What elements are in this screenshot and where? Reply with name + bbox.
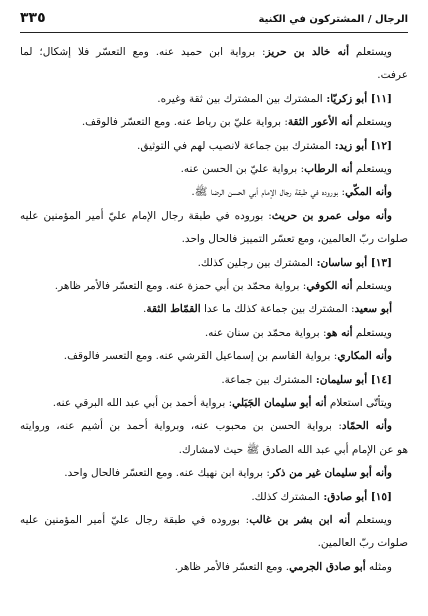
text-segment: ويتأتّى استعلام	[326, 397, 392, 409]
bold-text-segment: أنه الأعور الثقة	[287, 116, 353, 129]
text-segment: المشترك بين رجلين كذلك.	[197, 256, 313, 269]
bold-text-segment: [١٥] أبو صادق:	[319, 490, 392, 503]
bold-text-segment: وأنه المكّي	[345, 186, 392, 199]
text-segment: : بوروده في طبقة رجال عليّ أمير المؤمنين عليه	[20, 514, 250, 526]
text-segment: : المشترك بين جماعة كذلك ما عدا	[200, 303, 355, 316]
text-segment: المشترك بين جماعة.	[221, 373, 313, 386]
text-segment: المشترك بين المشترك بين ثقة وغيره.	[157, 92, 323, 105]
bold-text-segment: أنه أبو سليمان الجَبَلي	[232, 397, 327, 409]
bold-text-segment: [١٤] أبو سليمان:	[312, 373, 392, 386]
text-segment: : بوروده في طبقة رجال الإمام عليّ أمير المؤمنين عليه	[20, 209, 272, 222]
text-line	[20, 508, 392, 532]
text-segment: صلوات ربّ العالمين، ومع تعسّر التمييز فالحال واحد.	[181, 233, 408, 246]
text-line	[20, 180, 392, 204]
text-line	[20, 227, 408, 251]
text-line	[20, 251, 392, 275]
page-header	[20, 10, 408, 32]
text-line	[20, 63, 408, 87]
text-segment: ويستعلم	[352, 116, 392, 129]
text-segment: : برواية ابن حميد عنه. ومع التعسّر فلا إشكال؛ لما	[20, 46, 266, 58]
bold-text-segment: أنه خالد بن حريز	[265, 46, 350, 58]
text-line	[20, 157, 392, 181]
text-segment: : برواية عليّ بن الحسن عنه.	[180, 163, 305, 175]
running-title: الرجال / المشتركون في الكنية	[258, 14, 408, 25]
text-segment: هو عن الإمام أبي عبد الله الصادق ﷺ حيث لامشارك.	[178, 443, 408, 456]
text-segment: : برواية محمّد بن أبي حمزة عنه. ومع التعسّر فالأمر ظاهر.	[54, 280, 307, 292]
text-line	[20, 134, 392, 158]
text-line	[20, 344, 392, 368]
text-segment: عرفت.	[377, 69, 408, 82]
bold-text-segment: [١٢] أبو زيد:	[331, 139, 392, 152]
text-line	[20, 531, 408, 555]
text-segment: ويستعلم	[352, 163, 392, 175]
text-line	[20, 297, 392, 321]
text-segment: : برواية عليّ بن رباط عنه. ومع التعسّر فالوقف.	[81, 116, 288, 129]
text-segment: : برواية محمّد بن سنان عنه.	[204, 326, 327, 339]
text-segment: ومثله	[365, 560, 392, 573]
text-segment: : برواية ابن نهيك عنه. ومع التعسّر فالحال واحد.	[64, 467, 270, 480]
bold-text-segment: [١١] أبو زكريّا:	[322, 92, 392, 105]
text-segment: المشترك كذلك.	[251, 490, 320, 503]
text-segment: : برواية القاسم بن إسماعيل القرشي عنه. ومع التعسر فالوقف.	[63, 350, 338, 363]
bold-text-segment: وأنه مولى عمرو بن حريث	[271, 209, 392, 222]
bold-text-segment: أنه ابن بشر بن غالب	[249, 514, 351, 526]
bold-text-segment: أبو صادق الجرمي	[289, 560, 366, 573]
bold-text-segment: أنه الرطاب	[304, 163, 353, 175]
text-segment: ويستعلم	[350, 514, 392, 526]
bold-text-segment: أنه هو	[326, 326, 353, 339]
bold-text-segment: وأنه المكاري	[337, 350, 392, 363]
text-segment: صلوات ربّ العالمين.	[317, 537, 408, 550]
text-segment: .	[143, 303, 147, 316]
text-segment: ويستعلم	[352, 326, 392, 339]
text-line	[20, 274, 392, 298]
text-line	[20, 461, 392, 485]
bold-text-segment: أبو سعيد	[354, 303, 392, 316]
bold-text-segment: [١٣] أبو ساسان:	[312, 256, 392, 269]
text-line	[20, 110, 392, 134]
text-line	[20, 40, 392, 64]
bold-text-segment: وأنه أبو سليمان غير من ذكر	[269, 467, 392, 480]
text-line	[20, 87, 392, 111]
text-line	[20, 414, 392, 438]
text-line	[20, 438, 408, 462]
text-segment: ويستعلم	[349, 46, 392, 58]
text-segment: : بوروده في طبقة رجال الإمام أبي الحسن الرضا ﷺ.	[191, 186, 346, 199]
bold-text-segment: أنه الكوفي	[306, 280, 353, 292]
text-line	[20, 555, 392, 579]
text-line	[20, 321, 392, 345]
bold-text-segment: وأنه الحمّاد	[341, 420, 392, 433]
text-segment: ويستعلم	[352, 280, 392, 292]
header-rule	[20, 32, 408, 33]
text-line	[20, 485, 392, 509]
text-segment: : برواية الحسن بن محبوب عنه، وبرواية أحمد بن أشيم عنه، وروايته	[20, 420, 342, 433]
text-segment: . ومع التعسّر فالأمر ظاهر.	[174, 560, 290, 573]
text-segment: : برواية أحمد بن أبي عبد الله البرقي عنه.	[52, 397, 233, 409]
text-line	[20, 368, 392, 392]
text-segment: المشترك بين جماعة لانصيب لهم في التوثيق.	[137, 139, 332, 152]
text-line	[20, 391, 392, 415]
page-number: ٣٣٥	[20, 10, 46, 26]
text-line	[20, 204, 392, 228]
bold-text-segment: القمّاط الثقة	[146, 303, 201, 316]
